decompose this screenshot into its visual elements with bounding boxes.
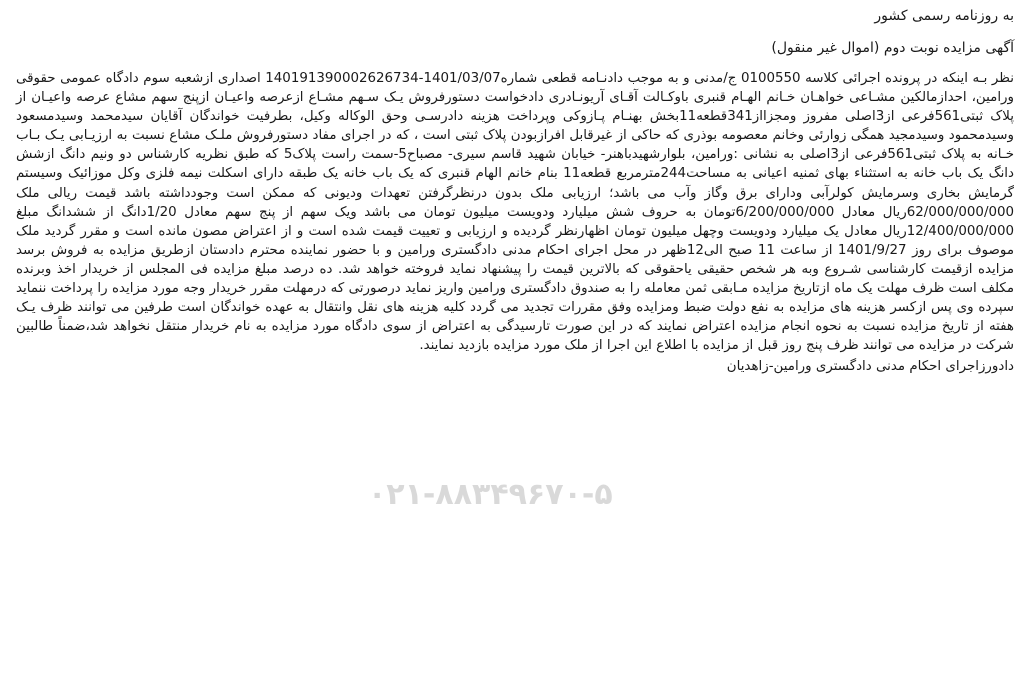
notice-page bbox=[16, 6, 1014, 377]
notice-body: نظر بـه اینکه در پرونده اجرائی کلاسه 0100550 ج/مدنی و به موجب دادنـامه قطعی شماره1401/03/07-140191390002626734 اصداری ازشعبه سوم دادگاه عمومی حقوقی ورامین، احدازمالکین مشـاعی خواهـان خـانم الهـام قنبری باوکـالت آقـای آریونـادری دادخواست دستورفروش یـک سـهم مشـاع ازعرصه واعیـان ازپنج سهم مشاع عرصه واعیـان از پلاک ثبتی561فرعی از3اصلی مفروز ومجزااز341قطعه11بخش بهنـام پـازوکی وپرداخت هزینه دادرسـی وحق الوکاله وکیل، بطرفیت خواندگان آقایان سیدمحمد وسیدمسعود وسیدمحمود وسیدمجید همگی زوارئی وخانم معصومه بوذری که حاکی از غیرقابل افرازبودن پلاک ثبتی است ، که در اجرای مفاد دستورفروش ملـک مشاع نسبت به ارزیـابی یـک بـاب خـانه به پلاک ثبتی561فرعی از3اصلی به نشانی :ورامین، بلوارشهیدباهنر- خیابان شهید قاسم سیری- مصباح5-سمت راست پلاک5 که طبق نظریه کارشناس دو ونیم دانگ ازشش دانگ یک باب خانه به استثناء بهای ثمنیه اعیانی به مساحت244مترمربع قطعه11 بنام خانم الهام قنبری که یک باب خانه یک طبقه دارای اسکلت نیمه فلزی وکل موزائیک وسیستم گرمایش بخاری وسرمایش کولرآبی ودارای برق وگاز وآب می باشد؛ ارزیابی ملک بدون درنظرگرفتن تعهدات ودیونی که ممکن است وجودداشته باشد قیمت ریالی ملک 62/000/000/000ریال معادل 6/200/000/000تومان به حروف شش میلیارد ودویست میلیون تومان می باشد ویک سهم از پنج سهم معادل 1/20دانگ از ششدانگ مبلغ 12/400/000/000ریال معادل یک میلیارد ودویست وچهل میلیون تومان اظهارنظر گردیده و ارزیابی و تعییت قیمت شده است و از اعتراض مصون مانده است و مقرر گردید ملک موصوف برای روز 1401/9/27 از ساعت 11 صبح الی12ظهر در محل اجرای احکام مدنی دادگستری ورامین و با حضور نماینده محترم دادستان ازطریق مزایده به فروش برسد مزایده ازقیمت کارشناسی شـروع وبه هر شخص حقیقی یاحقوقی که بالاترین قیمت را پیشنهاد نماید فروخته خواهد شد. ده درصد مبلغ مزایده فی المجلس از خریدار اخذ وبرنده مکلف است ظرف مهلت یک ماه ازتاریخ مزایده مـابقی ثمن معامله را به صندوق دادگستری ورامین واریز نماید درصورتی که درمهلت مقرر خریدار وجه مورد مزایده را پرداخت ننماید سپرده وی پس ازکسر هزینه های مزایده به نفع دولت ضبط ومزایده وفق مقررات تجدید می گردد کلیه هزینه های نقل وانتقال به عهده خواندگان است طرفین می توانند ظرف یـک هفته از تاریخ مزایده نسبت به نحوه انجام مزایده اعتراض نمایند که در این صورت تارسیدگی به اعتراض از سوی دادگاه مورد مزایده به نام خریدار منتقل نخواهد شد،ضمناً طالبین شرکت در مزایده می توانند ظرف پنج روز قبل از مزایده با اطلاع این اجرا از ملک مورد مزایده بازدید نمایند. bbox=[16, 71, 1015, 354]
newspaper-line: به روزنامه رسمی کشور bbox=[874, 8, 1014, 24]
phone-watermark: ۰۲۱-۸۸۳۴۹۶۷۰-۵ bbox=[368, 477, 613, 512]
ad-title: آگهی مزایده نوبت دوم (اموال غیر منقول) bbox=[771, 40, 1014, 56]
signature-line: دادورزاجرای احکام مدنی دادگستری ورامین-زاهدیان bbox=[726, 359, 1014, 375]
